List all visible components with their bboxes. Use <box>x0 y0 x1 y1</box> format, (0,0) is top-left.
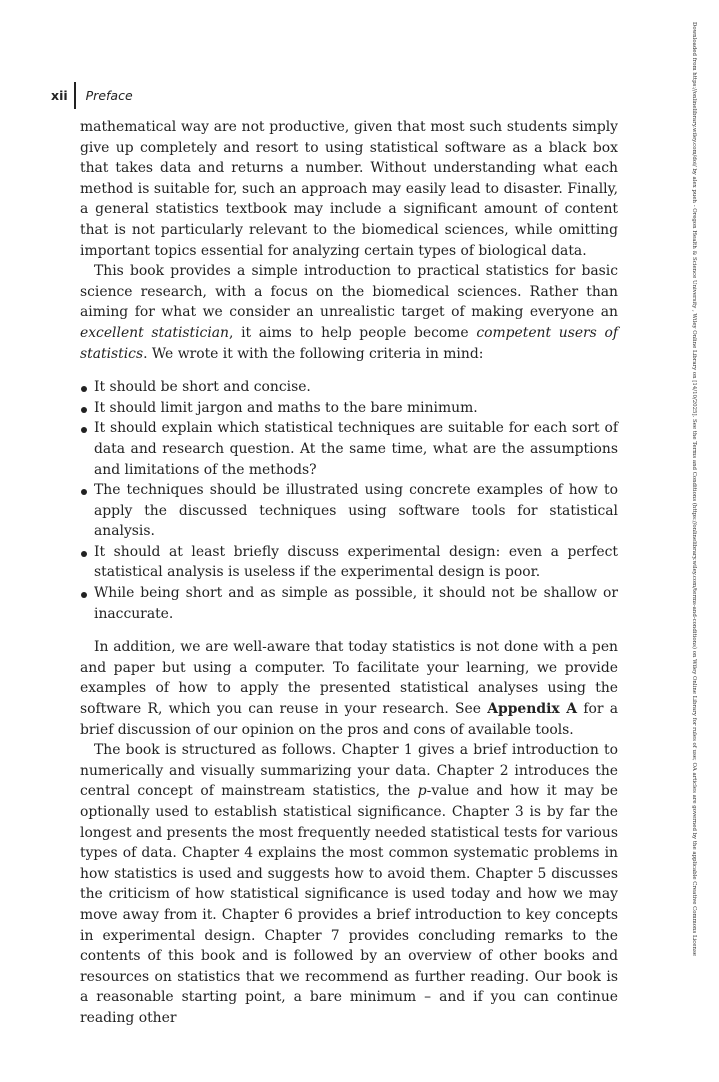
page-number: xii <box>51 87 68 103</box>
bullet-icon <box>81 386 87 392</box>
paragraph-2 <box>80 261 618 364</box>
list-item <box>80 398 618 419</box>
list-item-text: It should limit jargon and maths to the bare minimum. <box>94 399 478 416</box>
paragraph-3-part-a: In addition, we are well-aware that today statistics is not done with a pen and paper but using a computer. To facilitate your learning, we provide examples of how to apply the presented statistical analyses using the software R, which you can reuse in your research. See <box>80 639 618 718</box>
paragraph-2-part-a: This book provides a simple introduction to practical statistics for basic science research, with a focus on the biomedical sciences. Rather than aiming for what we consider an unrealistic target of making everyone an <box>80 263 618 321</box>
bullet-icon <box>81 592 87 598</box>
list-item-text: It should at least briefly discuss experimental design: even a perfect statistical analysis is useless if the experimental design is poor. <box>94 543 618 581</box>
list-item-text: The techniques should be illustrated using concrete examples of how to apply the discussed techniques using software tools for statistical analysis. <box>94 482 618 540</box>
list-item <box>80 542 618 583</box>
list-item <box>80 583 618 624</box>
appendix-a-reference: Appendix A <box>487 701 578 718</box>
running-title: Preface <box>85 87 133 103</box>
list-item <box>80 377 618 398</box>
criteria-list <box>80 377 618 624</box>
bullet-icon <box>81 407 87 413</box>
paragraph-3 <box>80 637 618 740</box>
emphasis-excellent-statistician: excellent statistician <box>80 324 229 341</box>
emphasis-competent-users: competent users of statistics <box>80 324 618 362</box>
list-item-text: While being short and as simple as possible, it should not be shallow or inaccurate. <box>94 585 618 622</box>
paragraph-4-part-a: The book is structured as follows. Chapter 1 gives a brief introduction to numerically and visually summarizing your data. Chapter 2 introduces the central concept of mainstream statistics, the <box>80 742 618 800</box>
bullet-icon <box>81 489 87 495</box>
header-divider <box>74 82 76 109</box>
bullet-icon <box>81 427 87 433</box>
paragraph-1: mathematical way are not productive, given that most such students simply give up completely and resort to using statistical software as a black box that takes data and returns a number. Without understanding what each method is suitable for, such an approach may easily lead to disaster. Finally, a general statistics textbook may include a significant amount of content that is not particularly relevant to the biomedical sciences, while omitting important topics essential for analyzing certain types of biological data. <box>80 119 618 259</box>
list-item-text: It should be short and concise. <box>94 379 311 396</box>
download-notice-sidebar <box>690 22 704 1062</box>
paragraph-4-part-b: -value and how it may be optionally used to establish statistical significance. Chapter 3 is by far the longest and presents the most frequently needed statistical tests for various types of data. Chapter 4 explains the most common systematic problems in how statistics is used and suggests how to avoid them. Chapter 5 discusses the criticism of how statistical significance is used today and how we may move away from it. Chapter 6 provides a brief introduction to key concepts in experimental design. Chapter 7 provides concluding remarks to the contents of this book and is followed by an overview of other books and resources on statistics that we recommend as further reading. Our book is a reasonable starting point, a bare minimum – and if you can continue reading other <box>80 783 619 1026</box>
paragraph-2-part-c: . We wrote it with the following criteria in mind: <box>143 345 484 362</box>
download-notice: Downloaded from https://onlinelibrary.wiley.com/doi/ by alex pueh - Oregon Health & Science University , Wiley Online Library on [14/10/2025]. See the Terms and Conditions (https://onlinelibrary.wiley.com/terms-and-conditions) on Wiley Online Library for rules of use; OA articles are governed by the applicable Creative Commons License <box>691 22 697 956</box>
list-item <box>80 418 618 480</box>
paragraph-4 <box>80 740 618 1028</box>
emphasis-p-value: p <box>417 783 427 800</box>
page-header <box>51 80 133 110</box>
list-item-text: It should explain which statistical techniques are suitable for each sort of data and research question. At the same time, what are the assumptions and limitations of the methods? <box>94 420 618 478</box>
paragraph-2-part-b: , it aims to help people become <box>228 324 477 341</box>
paragraph-3-part-b: for a brief discussion of our opinion on the pros and cons of available tools. <box>80 701 618 738</box>
list-item <box>80 480 618 542</box>
body-text <box>80 117 618 1029</box>
bullet-icon <box>81 551 87 557</box>
